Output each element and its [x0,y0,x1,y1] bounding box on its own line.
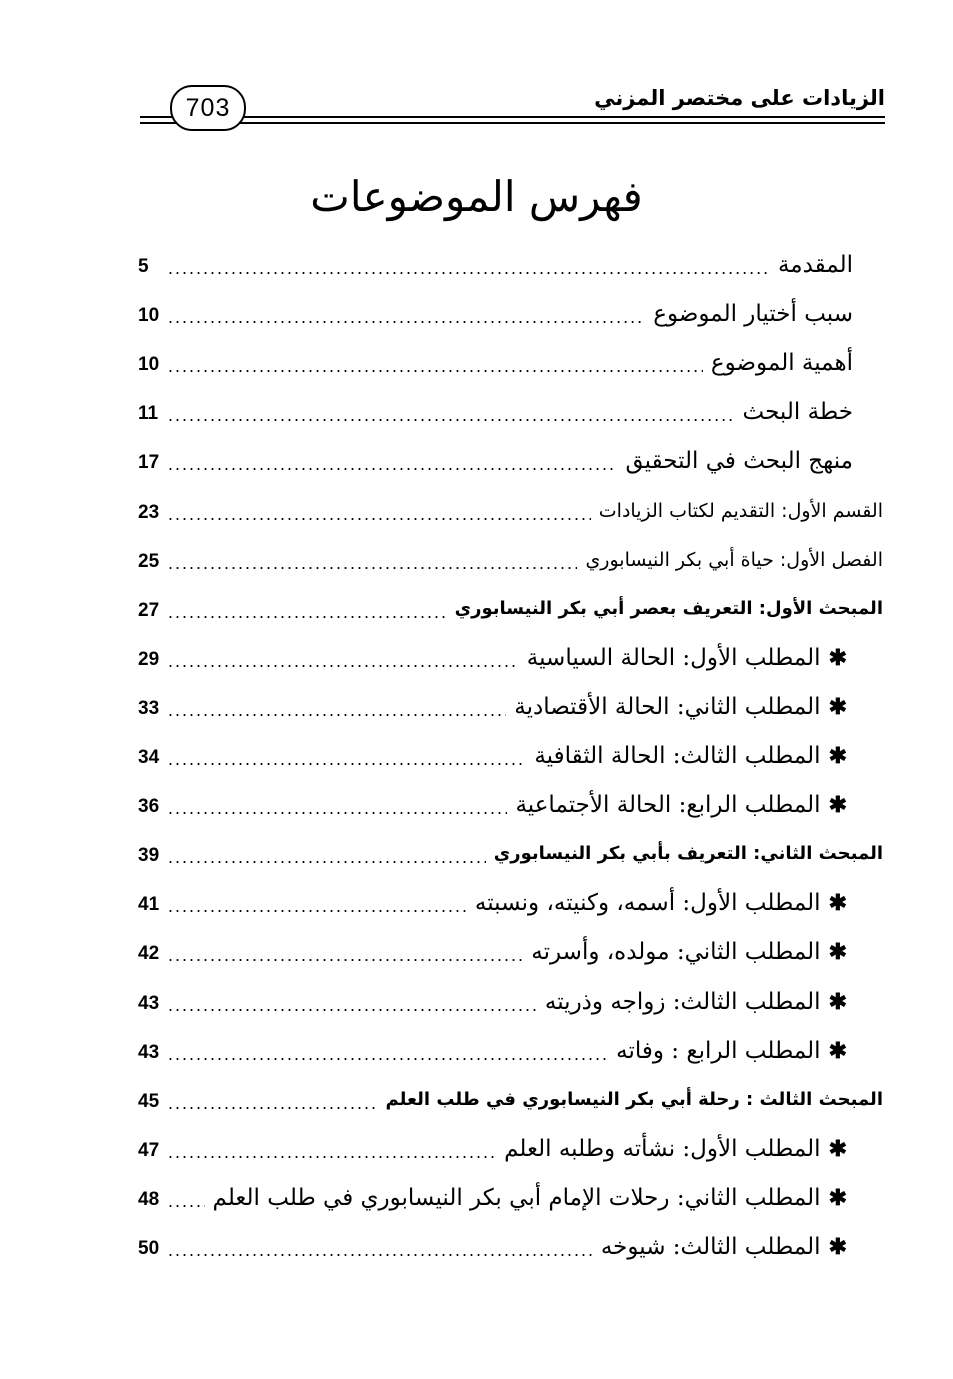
toc-entry [138,633,883,673]
toc-entry [138,486,883,526]
toc-entry-text: المطلب الرابع: الحالة الأجتماعية [515,792,821,818]
toc-entry-title [625,446,883,476]
toc-entry-text: المطلب الثالث: شيوخه [600,1234,821,1260]
toc-entry-text: المطلب الثاني: رحلات الإمام أبي بكر النيسابوري في طلب العلم [212,1185,821,1211]
toc-entry-title [455,594,883,624]
toc-entry-title [475,888,883,918]
toc-entry [138,731,883,771]
header-rule [140,116,885,118]
dot-leader [168,747,526,771]
toc-entry-title [494,839,883,869]
toc-entry [138,878,883,918]
dot-leader [168,1189,205,1213]
toc-entry [138,584,883,624]
toc-entry-title [213,1183,883,1213]
toc-entry-text: خطة البحث [742,399,853,425]
page-number: 703 [170,85,246,131]
toc-entry [138,338,883,378]
toc-entry [138,927,883,967]
toc-entry-text: المقدمة [777,252,853,278]
dot-leader [168,894,467,918]
dot-leader [168,256,770,280]
toc-page-number: 42 [138,943,160,964]
toc-entry-title [504,1134,883,1164]
toc-page-number: 27 [138,600,160,621]
toc-entry-title [599,496,883,526]
toc-entry-text: المطلب الأول: الحالة السياسية [526,645,821,671]
bullet-star-icon: ✱ [828,890,847,916]
toc-entry-text: المطلب الثالث: زواجه وذريته [544,989,821,1015]
toc-entry-text: منهج البحث في التحقيق [625,448,853,474]
toc-entry-title [514,692,883,722]
toc-page-number: 10 [138,354,160,375]
toc-title: فهرس الموضوعات [310,172,643,221]
toc-page-number: 5 [138,256,149,277]
toc-page-number: 10 [138,305,160,326]
toc-entry-title [531,937,883,967]
toc-entry [138,1075,883,1115]
toc-entry-text: المطلب الثاني: مولده، وأسرته [531,939,821,965]
toc-page-number: 45 [138,1091,160,1112]
dot-leader [168,845,486,869]
toc-entry-text: المطلب الأول: نشأته وطلبه العلم [504,1136,821,1162]
toc-entry [138,1124,883,1164]
toc-entry [138,1026,883,1066]
toc-entry-title [601,1232,883,1262]
toc-entry-title [386,1085,884,1115]
dot-leader [168,452,617,476]
dot-leader [168,649,519,673]
bullet-star-icon: ✱ [828,645,847,671]
toc-entry-text: الفصل الأول: حياة أبي بكر النيسابوري [585,549,883,571]
dot-leader [168,1091,378,1115]
toc-page-number: 36 [138,796,160,817]
bullet-star-icon: ✱ [828,1234,847,1260]
toc-entry-title [616,1036,883,1066]
toc-page-number: 23 [138,502,160,523]
toc-entry-text: المبحث الثالث : رحلة أبي بكر النيسابوري في طلب العلم [385,1089,883,1110]
dot-leader [168,1042,608,1066]
toc-entry [138,240,883,280]
toc-entry-text: سبب أختيار الموضوع [653,301,853,327]
toc-entry-title [515,790,883,820]
dot-leader [168,305,645,329]
toc-page-number: 25 [138,551,160,572]
toc-entry-title [585,545,883,575]
toc-entry-text: المبحث الثاني: التعريف بأبي بكر النيسابوري [493,843,883,864]
toc-page-number: 48 [138,1189,160,1210]
toc-entry-text: المطلب الثاني: الحالة الأقتصادية [514,694,821,720]
toc-entry-text: المبحث الأول: التعريف بعصر أبي بكر النيسابوري [454,598,883,619]
toc-entry-text: القسم الأول: التقديم لكتاب الزيادات [598,500,883,522]
toc-page-number: 34 [138,747,160,768]
toc-entry [138,1222,883,1262]
toc-entry [138,436,883,476]
bullet-star-icon: ✱ [828,989,847,1015]
toc-entry [138,535,883,575]
dot-leader [168,502,591,526]
toc-entry-title [653,299,883,329]
toc-entry-title [527,643,883,673]
bullet-star-icon: ✱ [828,1136,847,1162]
dot-leader [168,993,537,1017]
running-title: الزيادات على مختصر المزني [584,86,885,110]
toc-entry-title [743,397,884,427]
toc-page-number: 17 [138,452,160,473]
bullet-star-icon: ✱ [828,1185,847,1211]
dot-leader [168,698,506,722]
running-header [140,78,885,130]
toc-entry-text: أهمية الموضوع [710,350,853,376]
header-rule [140,122,885,124]
toc-entry-title [545,987,883,1017]
toc-entry [138,387,883,427]
bullet-star-icon: ✱ [828,792,847,818]
dot-leader [168,354,703,378]
toc-page-number: 29 [138,649,160,670]
dot-leader [168,600,447,624]
toc-entry-text: المطلب الأول: أسمه، وكنيته، ونسبته [474,890,821,916]
toc-entry-title [534,741,883,771]
toc-page-number: 43 [138,1042,160,1063]
toc-entry [138,1173,883,1213]
toc-entry-title [778,250,883,280]
dot-leader [168,1238,593,1262]
toc-entry-text: المطلب الثالث: الحالة الثقافية [534,743,821,769]
toc-entry [138,289,883,329]
toc-page-number: 50 [138,1238,160,1259]
toc-entry-text: المطلب الرابع : وفاته [616,1038,821,1064]
toc-page-number: 39 [138,845,160,866]
dot-leader [168,551,577,575]
bullet-star-icon: ✱ [828,939,847,965]
dot-leader [168,1140,496,1164]
toc-page-number: 41 [138,894,160,915]
dot-leader [168,403,735,427]
bullet-star-icon: ✱ [828,1038,847,1064]
dot-leader [168,796,507,820]
dot-leader [168,943,523,967]
toc-entry-title [711,348,883,378]
toc-entry [138,780,883,820]
toc-page-number: 11 [138,403,159,424]
bullet-star-icon: ✱ [828,743,847,769]
toc-page-number: 33 [138,698,160,719]
toc-entry [138,829,883,869]
toc-page-number: 43 [138,993,160,1014]
toc-page-number: 47 [138,1140,160,1161]
toc-entry [138,977,883,1017]
toc-entry [138,682,883,722]
bullet-star-icon: ✱ [828,694,847,720]
